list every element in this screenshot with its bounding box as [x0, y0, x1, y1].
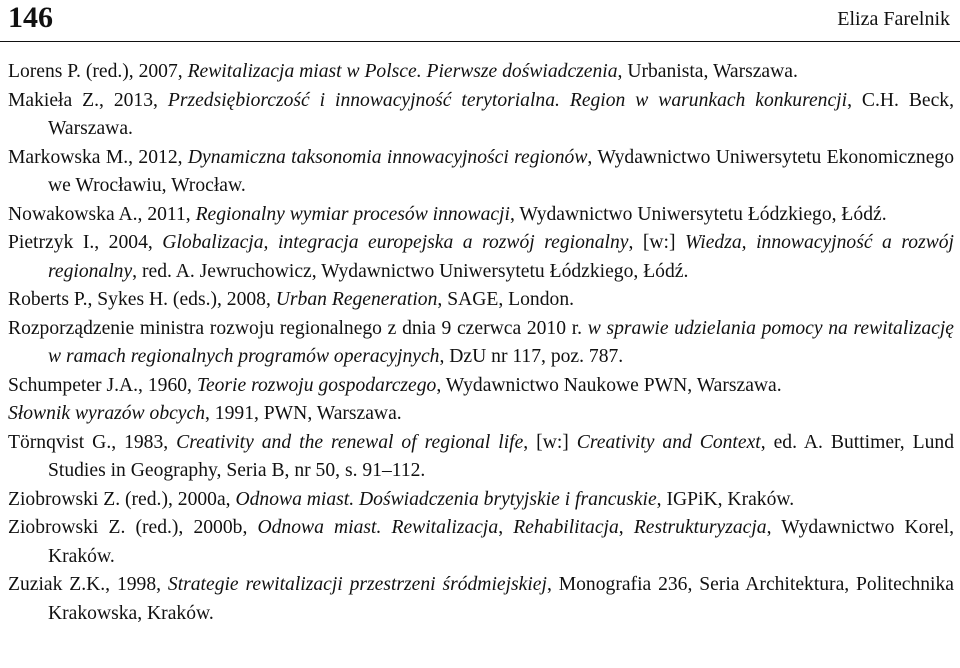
- reference-text: Rozporządzenie ministra rozwoju regionalnego z dnia 9 czerwca 2010 r.: [8, 317, 588, 339]
- reference-text: Markowska M., 2012,: [8, 146, 188, 168]
- reference-entry: [0, 144, 960, 201]
- reference-title: Słownik wyrazów obcych: [8, 403, 205, 424]
- reference-text: Schumpeter J.A., 1960,: [8, 374, 197, 396]
- reference-title: Creativity and the renewal of regional life: [176, 431, 524, 453]
- reference-text: Roberts P., Sykes H. (eds.), 2008,: [8, 289, 276, 310]
- reference-text: , IGPiK, Kraków.: [656, 488, 795, 510]
- reference-text: , DzU nr 117, poz. 787.: [439, 346, 624, 367]
- page-header: [0, 0, 960, 40]
- reference-title: Creativity and Context: [576, 431, 761, 453]
- reference-text: , 1991, PWN, Warszawa.: [205, 403, 402, 424]
- reference-text: , red. A. Jewruchowicz, Wydawnictwo Uniwersytetu Łódzkiego, Łódź.: [132, 260, 689, 282]
- reference-text: Ziobrowski Z. (red.), 2000b,: [8, 517, 258, 538]
- reference-title: Dynamiczna taksonomia innowacyjności regionów: [187, 146, 588, 168]
- reference-text: ,: [618, 517, 634, 538]
- reference-text: ,: [498, 517, 514, 538]
- reference-text: , SAGE, London.: [437, 289, 575, 310]
- reference-entry: [0, 429, 960, 486]
- reference-entry: [0, 201, 960, 230]
- reference-text: , Wydawnictwo Naukowe PWN, Warszawa.: [436, 374, 782, 396]
- reference-text: , Wydawnictwo Uniwersytetu Ekonomicznego we Wrocławiu, Wrocław.: [48, 146, 954, 196]
- reference-text: Lorens P. (red.), 2007,: [8, 61, 188, 82]
- reference-entry: [0, 286, 960, 315]
- reference-text: Makieła Z., 2013,: [8, 89, 168, 111]
- reference-text: Zuziak Z.K., 1998,: [8, 574, 168, 595]
- reference-title: Strategie rewitalizacji przestrzeni śródmiejskiej: [167, 574, 547, 595]
- bibliography-list: [0, 58, 960, 628]
- reference-entry: [0, 87, 960, 144]
- header-rule: [0, 41, 960, 42]
- reference-text: , Monografia 236, Seria Architektura, Politechnika Krakowska, Kraków.: [48, 574, 954, 624]
- reference-title: Odnowa miast. Rewitalizacja: [257, 517, 499, 538]
- reference-title: Urban Regeneration: [275, 289, 438, 310]
- reference-text: , Urbanista, Warszawa.: [617, 61, 798, 82]
- reference-entry: [0, 400, 960, 429]
- reference-title: Regionalny wymiar procesów innowacji: [195, 203, 510, 225]
- reference-title: Rewitalizacja miast w Polsce. Pierwsze doświadczenia: [187, 61, 618, 82]
- reference-title: Teorie rozwoju gospodarczego: [196, 374, 437, 396]
- reference-text: , [w:]: [523, 431, 577, 453]
- running-head-author: Eliza Farelnik: [837, 8, 950, 30]
- reference-title: Wiedza, innowacyjność a rozwój regionalny: [48, 232, 955, 282]
- reference-entry: [0, 372, 960, 401]
- reference-text: , [w:]: [628, 232, 686, 253]
- reference-entry: [0, 486, 960, 515]
- page-number: 146: [8, 1, 53, 34]
- reference-text: Pietrzyk I., 2004,: [8, 232, 163, 253]
- reference-text: , Wydawnictwo Uniwersytetu Łódzkiego, Łódź.: [509, 203, 887, 225]
- reference-title: Rehabilitacja: [513, 517, 619, 538]
- reference-title: Przedsiębiorczość i innowacyjność terytorialna. Region w warunkach konkurencji: [167, 89, 848, 111]
- reference-text: Nowakowska A., 2011,: [8, 203, 196, 225]
- reference-text: Ziobrowski Z. (red.), 2000a,: [8, 488, 236, 510]
- reference-entry: [0, 571, 960, 628]
- reference-title: Odnowa miast. Doświadczenia brytyjskie i francuskie: [235, 488, 657, 510]
- reference-text: , Wydawnictwo Korel, Kraków.: [48, 517, 955, 567]
- reference-entry: [0, 315, 960, 372]
- reference-text: Törnqvist G., 1983,: [8, 431, 177, 453]
- reference-entry: [0, 514, 960, 571]
- reference-text: , C.H. Beck, Warszawa.: [48, 89, 955, 139]
- reference-title: Restrukturyzacja: [633, 517, 767, 538]
- reference-text: , ed. A. Buttimer, Lund Studies in Geography, Seria B, nr 50, s. 91–112.: [48, 431, 955, 481]
- reference-entry: [0, 58, 960, 87]
- reference-title: Globalizacja, integracja europejska a rozwój regionalny: [162, 232, 629, 253]
- reference-entry: [0, 229, 960, 286]
- reference-title: w sprawie udzielania pomocy na rewitalizację w ramach regionalnych programów operacyjnych: [48, 317, 954, 367]
